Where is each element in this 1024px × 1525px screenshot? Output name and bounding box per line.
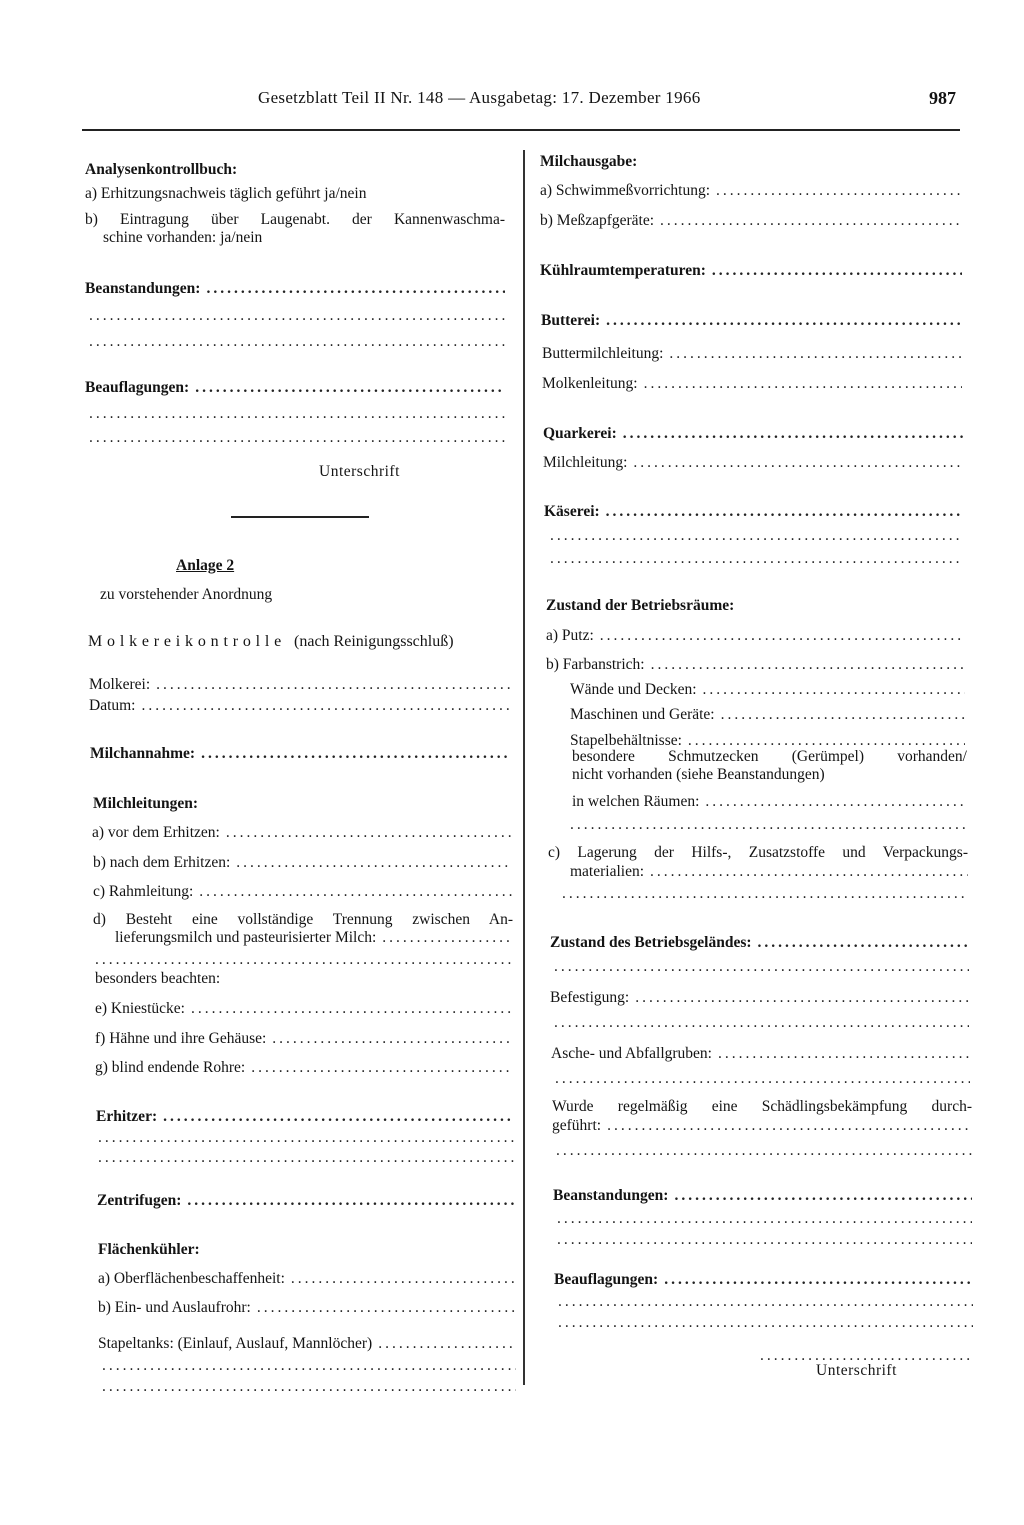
fill-line[interactable]: [570, 815, 965, 835]
section-separator: [231, 516, 369, 518]
milchausgabe-b-label: b) Meßzapfgeräte:: [540, 212, 655, 229]
analysen-heading: Analysenkontrollbuch:: [85, 161, 238, 178]
farbanstrich-label: b) Farbanstrich:: [546, 656, 645, 673]
beanstandungen-field-right[interactable]: [553, 1186, 972, 1206]
fill-line[interactable]: [554, 957, 969, 977]
asche-label: Asche- und Abfallgruben:: [551, 1045, 712, 1062]
flaechenkuehler-heading: Flächenkühler:: [98, 1241, 200, 1258]
form-note: (nach Reinigungsschluß): [294, 633, 454, 650]
milchleitungen-heading: Milchleitungen:: [93, 795, 199, 812]
buttermilch-field[interactable]: [542, 344, 962, 364]
milchannahme-label: Milchannahme:: [90, 745, 196, 762]
kuehlraum-field[interactable]: [540, 261, 962, 281]
raeume-field[interactable]: [572, 792, 965, 812]
schaedling-line1: Wurde regelmäßig eine Schädlingsbekämpfung durch-: [552, 1098, 972, 1115]
analysen-item-a: a) Erhitzungsnachweis täglich geführt ja/nein: [85, 185, 367, 202]
column-divider: [523, 150, 525, 1385]
fill-line[interactable]: [555, 1069, 970, 1089]
zentrifugen-label: Zentrifugen:: [97, 1192, 182, 1209]
milchleitungen-d-label: lieferungsmilch und pasteurisierter Milch:: [115, 929, 377, 946]
beauflagungen-label: Beauflagungen:: [554, 1271, 659, 1288]
form-title: Molkereikontrolle: [88, 633, 287, 650]
fill-line[interactable]: [557, 1209, 972, 1229]
butterei-field[interactable]: [541, 311, 962, 331]
milchleitungen-g-label: g) blind endende Rohre:: [95, 1059, 246, 1076]
gelaende-field[interactable]: [550, 933, 969, 953]
buttermilch-label: Buttermilchleitung:: [542, 345, 664, 362]
fill-line[interactable]: [102, 1377, 516, 1397]
erhitzer-label: Erhitzer:: [96, 1108, 158, 1125]
besonders-beachten: besonders beachten:: [95, 970, 221, 987]
milchausgabe-a-field[interactable]: [540, 181, 962, 201]
milchleitungen-c-field[interactable]: [93, 882, 512, 902]
schmutzecken-line1: besondere Schmutzecken (Gerümpel) vorhanden/: [572, 748, 967, 765]
fill-line[interactable]: [89, 332, 505, 352]
fill-line[interactable]: [556, 1141, 972, 1161]
beanstandungen-field-left[interactable]: [85, 279, 505, 299]
quarkerei-milch-label: Milchleitung:: [543, 454, 628, 471]
gelaende-label: Zustand des Betriebsgeländes:: [550, 934, 752, 951]
fill-line[interactable]: [550, 526, 963, 546]
analysen-item-b-line1: b) Eintragung über Laugenabt. der Kannenwaschma-: [85, 211, 505, 228]
fill-line[interactable]: [89, 306, 505, 326]
molkerei-label: Molkerei:: [89, 676, 151, 693]
analysen-item-b-line2: schine vorhanden: ja/nein: [103, 229, 263, 246]
waende-label: Wände und Decken:: [570, 681, 697, 698]
milchleitungen-e-label: e) Kniestücke:: [95, 1000, 185, 1017]
signature-label-left: Unterschrift: [319, 463, 400, 480]
milchleitungen-g-field[interactable]: [95, 1058, 513, 1078]
milchannahme-field[interactable]: [90, 744, 511, 764]
molken-field[interactable]: [542, 374, 962, 394]
milchleitungen-d-line1: d) Besteht eine vollständige Trennung zwischen An-: [93, 911, 513, 928]
kaeserei-label: Käserei:: [544, 503, 600, 520]
fill-line[interactable]: [89, 428, 505, 448]
quarkerei-label: Quarkerei:: [543, 425, 617, 442]
befestigung-label: Befestigung:: [550, 989, 630, 1006]
flaechenkuehler-b-label: b) Ein- und Auslaufrohr:: [98, 1299, 251, 1316]
asche-field[interactable]: [551, 1044, 970, 1064]
header-rule: [82, 129, 960, 131]
waende-field[interactable]: [570, 680, 965, 700]
erhitzer-field[interactable]: [96, 1107, 514, 1127]
stapelbehaeltnisse-label: Stapelbehältnisse:: [570, 732, 682, 749]
page-number: 987: [929, 88, 956, 108]
anlage-subtitle: zu vorstehender Anordnung: [100, 586, 273, 603]
putz-field[interactable]: [546, 626, 965, 646]
raeume-label: in welchen Räumen:: [572, 793, 700, 810]
betriebsraeume-heading: Zustand der Betriebsräume:: [546, 597, 735, 614]
page-header: Gesetzblatt Teil II Nr. 148 — Ausgabetag: 17. Dezember 1966: [258, 88, 701, 107]
fill-line: [206, 279, 505, 299]
beauflagungen-label: Beauflagungen:: [85, 379, 190, 396]
befestigung-field[interactable]: [550, 988, 969, 1008]
zentrifugen-field[interactable]: [97, 1191, 515, 1211]
beanstandungen-label: Beanstandungen:: [553, 1187, 669, 1204]
schaedling-field[interactable]: [552, 1116, 972, 1136]
flaechenkuehler-a-label: a) Oberflächenbeschaffenheit:: [98, 1270, 285, 1287]
fill-line[interactable]: [554, 1013, 969, 1033]
schaedling-label: geführt:: [552, 1117, 602, 1134]
quarkerei-milch-field[interactable]: [543, 453, 963, 473]
milchleitungen-d-field[interactable]: [115, 928, 513, 948]
lagerung-field[interactable]: [570, 862, 968, 882]
beanstandungen-label: Beanstandungen:: [85, 280, 201, 297]
milchausgabe-b-field[interactable]: [540, 211, 962, 231]
milchleitungen-a-label: a) vor dem Erhitzen:: [92, 824, 220, 841]
fill-line[interactable]: [550, 549, 963, 569]
stapeltanks-label: Stapeltanks: (Einlauf, Auslauf, Mannlöcher): [98, 1335, 373, 1352]
farbanstrich-field[interactable]: [546, 655, 965, 675]
milchleitungen-a-field[interactable]: [92, 823, 512, 843]
putz-label: a) Putz:: [546, 627, 594, 644]
milchleitungen-c-label: c) Rahmleitung:: [93, 883, 194, 900]
butterei-label: Butterei:: [541, 312, 601, 329]
kaeserei-field[interactable]: [544, 502, 963, 522]
datum-field[interactable]: [89, 696, 511, 716]
milchausgabe-a-label: a) Schwimmeßvorrichtung:: [540, 182, 711, 199]
fill-line[interactable]: [98, 1128, 514, 1148]
lagerung-label: materialien:: [570, 863, 645, 880]
beauflagungen-field-right[interactable]: [554, 1270, 973, 1290]
lagerung-line1: c) Lagerung der Hilfs-, Zusatzstoffe und Verpackungs-: [548, 844, 968, 861]
form-title-line: [88, 632, 454, 652]
milchleitungen-f-field[interactable]: [95, 1029, 513, 1049]
fill-line: [195, 378, 505, 398]
molken-label: Molkenleitung:: [542, 375, 638, 392]
fill-line[interactable]: [558, 1313, 973, 1333]
maschinen-field[interactable]: [570, 705, 965, 725]
fill-line[interactable]: [558, 1292, 973, 1312]
schmutzecken-line2: nicht vorhanden (siehe Beanstandungen): [572, 766, 825, 783]
flaechenkuehler-a-field[interactable]: [98, 1269, 516, 1289]
milchleitungen-f-label: f) Hähne und ihre Gehäuse:: [95, 1030, 267, 1047]
kuehlraum-label: Kühlraumtemperaturen:: [540, 262, 706, 279]
flaechenkuehler-b-field[interactable]: [98, 1298, 516, 1318]
stapeltanks-field[interactable]: [98, 1334, 516, 1354]
fill-line[interactable]: [98, 1148, 514, 1168]
milchleitungen-b-label: b) nach dem Erhitzen:: [93, 854, 231, 871]
fill-line[interactable]: [95, 950, 513, 970]
beauflagungen-field-left[interactable]: [85, 378, 505, 398]
milchleitungen-b-field[interactable]: [93, 853, 512, 873]
milchausgabe-heading: Milchausgabe:: [540, 153, 638, 170]
signature-label-right: Unterschrift: [816, 1362, 897, 1379]
datum-label: Datum:: [89, 697, 136, 714]
molkerei-field[interactable]: [89, 675, 511, 695]
milchleitungen-e-field[interactable]: [95, 999, 513, 1019]
fill-line[interactable]: [89, 404, 505, 424]
fill-line[interactable]: [562, 884, 968, 904]
quarkerei-field[interactable]: [543, 424, 963, 444]
fill-line[interactable]: [557, 1230, 972, 1250]
anlage-title: Anlage 2: [176, 557, 235, 574]
fill-line[interactable]: [102, 1356, 516, 1376]
maschinen-label: Maschinen und Geräte:: [570, 706, 715, 723]
